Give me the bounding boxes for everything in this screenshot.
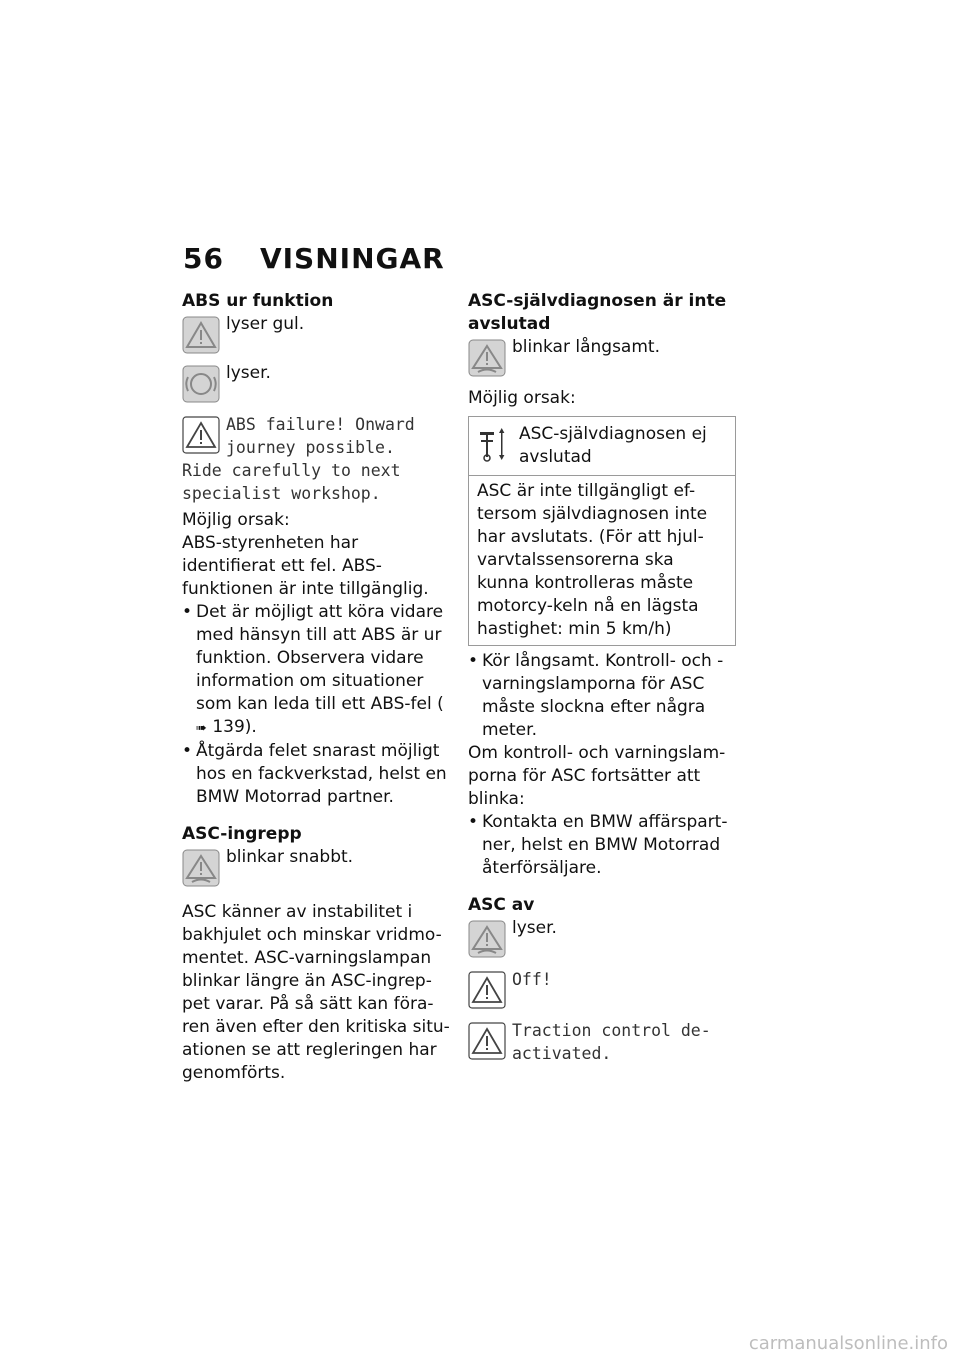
page-number: 56: [183, 242, 224, 275]
abs-bullet-1-text: Det är möjligt att köra vidare med hänsyn till att ABS är ur funktion. Observera vidare information om situationer som kan leda till ett ABS-fel: [196, 602, 444, 714]
page-reference-arrow-icon: ➠: [196, 721, 207, 736]
asc-light-icon: [182, 849, 220, 887]
asc-light-row: [182, 846, 452, 887]
asc-cause-label: Möjlig orsak:: [468, 388, 576, 408]
asc-diag-box-header: [469, 417, 735, 476]
left-column: [182, 290, 452, 1085]
traction-message-line-1: Traction control de-: [512, 1021, 711, 1040]
asc-off-heading: ASC av: [468, 895, 535, 915]
asc-bullet-2: [468, 811, 736, 880]
abs-light-icon: [182, 365, 220, 403]
asc-bullet-1: [468, 650, 736, 742]
right-column: [468, 290, 736, 1065]
abs-message-line-4: specialist workshop.: [182, 484, 381, 503]
abs-message-line-1: ABS failure! Onward: [226, 415, 415, 434]
page-header: [183, 242, 445, 275]
warning-triangle-light-icon: [182, 316, 220, 354]
asc-diag-heading: ASC-självdiagnosen är inte avslutad: [468, 291, 727, 334]
watermark: carmanualsonline.info: [748, 1333, 948, 1354]
asc-heading: ASC-ingrepp: [182, 824, 302, 844]
abs-cause-label: Möjlig orsak:: [182, 510, 290, 530]
page-title: VISNINGAR: [259, 242, 445, 275]
abs-bullet-1-ref[interactable]: 139).: [212, 717, 257, 737]
abs-cause-text: ABS-styrenheten har identifierat ett fel. ABS-funktionen är inte tillgänglig.: [182, 533, 429, 599]
speedometer-info-icon: [477, 426, 509, 464]
abs-bullet-2-text: Åtgärda felet snarast möjligt hos en fackverkstad, helst en BMW Motorrad partner.: [196, 741, 447, 807]
asc-diag-light-row: [468, 336, 736, 377]
abs-light-row-1: [182, 313, 452, 354]
abs-heading: ABS ur funktion: [182, 291, 334, 311]
asc-if-text: Om kontroll- och varningslam-porna för ASC fortsätter att blinka:: [468, 743, 726, 809]
asc-diag-light-text: blinkar långsamt.: [512, 337, 660, 357]
asc-diag-info-box: [468, 416, 736, 646]
asc-light-icon: [468, 339, 506, 377]
asc-off-light-text: lyser.: [512, 918, 557, 938]
abs-message-row: [182, 413, 452, 459]
asc-diag-box-title: ASC-självdiagnosen ej avslutad: [519, 424, 707, 467]
asc-off-light-row: [468, 917, 736, 958]
traction-message-row: [468, 1019, 736, 1065]
warning-triangle-outline-icon: [468, 971, 506, 1009]
traction-message-line-2: activated.: [512, 1044, 612, 1063]
asc-off-message-row: [468, 968, 736, 1009]
asc-bullet-1-text: Kör långsamt. Kontroll- och -varningslamporna för ASC måste slockna efter några meter.: [482, 651, 724, 740]
abs-light-row-2: [182, 362, 452, 403]
asc-off-message: Off!: [512, 970, 552, 989]
abs-message-line-2: journey possible.: [226, 438, 395, 457]
abs-bullet-2: [182, 740, 452, 809]
asc-diag-box-text: ASC är inte tillgängligt ef-tersom självdiagnosen inte har avslutats. (För att hjul-varvtalssensorerna ska kunna kontrolleras måste motorcy-keln nå en lägsta hastighet: min 5 km/h): [477, 481, 708, 639]
abs-bullet-1: • Det är möjligt att köra vidare med hänsyn till att ABS är ur funktion. Observera vidare information om situationer som kan leda till ett ABS-fel (➠ 139).: [182, 601, 452, 740]
abs-message-line-3: Ride carefully to next: [182, 461, 401, 480]
warning-triangle-outline-icon: [468, 1022, 506, 1060]
warning-triangle-outline-icon: [182, 416, 220, 454]
abs-light-1-text: lyser gul.: [226, 314, 305, 334]
abs-light-2-text: lyser.: [226, 363, 271, 383]
asc-description: ASC känner av instabilitet i bakhjulet och minskar vridmo-mentet. ASC-varningslampan blinkar längre än ASC-ingrep-pet varar. På så sätt kan föra-ren även efter den kritiska situ-ationen se att regleringen har genomförts.: [182, 902, 450, 1083]
asc-off-light-icon: [468, 920, 506, 958]
asc-light-text: blinkar snabbt.: [226, 847, 354, 867]
asc-bullet-2-text: Kontakta en BMW affärspart-ner, helst en BMW Motorrad återförsäljare.: [482, 812, 728, 878]
